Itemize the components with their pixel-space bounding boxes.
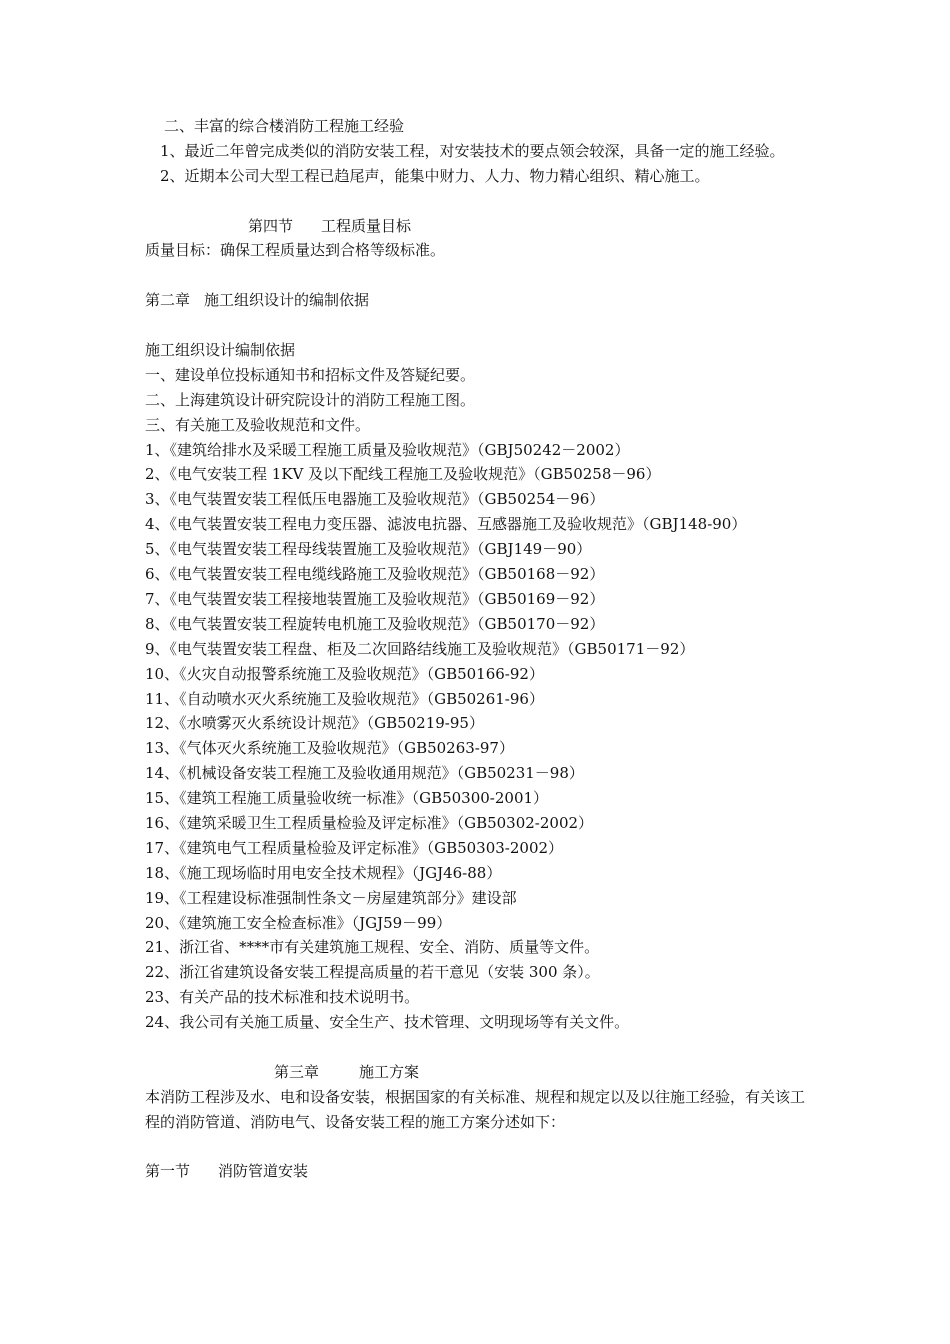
basis-standards-list: [145, 438, 813, 1035]
standard-item: 6、《电气装置安装工程电缆线路施工及验收规范》（GB50168－92）: [145, 565, 605, 584]
chapter2-title: 施工组织设计的编制依据: [204, 291, 370, 310]
standard-item: 4、《电气装置安装工程电力变压器、滤波电抗器、互感器施工及验收规范》（GBJ148-90）: [145, 515, 747, 534]
standard-item: 18、《施工现场临时用电安全技术规程》（JGJ46-88）: [145, 863, 502, 882]
standard-item: 1、《建筑给排水及采暖工程施工质量及验收规范》（GBJ50242－2002）: [145, 440, 630, 459]
basis-general-item: 二、上海建筑设计研究院设计的消防工程施工图。: [145, 390, 476, 409]
standard-item: 2、《电气安装工程 1KV 及以下配线工程施工及验收规范》（GB50258－96）: [145, 465, 661, 484]
experience-heading: 二、丰富的综合楼消防工程施工经验: [164, 117, 405, 135]
chapter3-title: 施工方案: [359, 1062, 420, 1081]
chapter3-label: 第三章: [274, 1062, 320, 1081]
standard-item: 13、《气体灭火系统施工及验收规范》（GB50263-97）: [145, 739, 514, 758]
standard-item: 5、《电气装置安装工程母线装置施工及验收规范》（GBJ149－90）: [145, 540, 592, 559]
standard-item: 11、《自动喷水灭火系统施工及验收规范》（GB50261-96）: [145, 689, 544, 708]
standard-item: 8、《电气装置安装工程旋转电机施工及验收规范》（GB50170－92）: [145, 614, 605, 633]
standard-item: 9、《电气装置安装工程盘、柜及二次回路结线施工及验收规范》（GB50171－92）: [145, 639, 695, 658]
basis-general-item: 三、有关施工及验收规范和文件。: [145, 415, 371, 434]
standard-item: 14、《机械设备安装工程施工及验收通用规范》（GB50231－98）: [145, 764, 584, 783]
basis-general-item: 一、建设单位投标通知书和招标文件及答疑纪要。: [145, 365, 476, 384]
experience-item-1: 1、最近二年曾完成类似的消防安装工程，对安装技术的要点领会较深，具备一定的施工经验。: [160, 141, 785, 160]
standard-item: 22、浙江省建筑设备安装工程提高质量的若干意见（安装 300 条）。: [145, 963, 600, 982]
document-page: [145, 114, 813, 1184]
standard-item: 19、《工程建设标准强制性条文－房屋建筑部分》建设部: [145, 888, 517, 907]
section1-label: 第一节: [145, 1162, 191, 1181]
chapter3-intro: 本消防工程涉及水、电和设备安装，根据国家的有关标准、规程和规定以及以往施工经验，有关该工程的消防管道、消防电气、设备安装工程的施工方案分述如下：: [145, 1087, 806, 1131]
basis-heading: 施工组织设计编制依据: [145, 341, 296, 360]
section4-title: 工程质量目标: [321, 216, 412, 235]
chapter2-heading: [145, 288, 813, 313]
standard-item: 16、《建筑采暖卫生工程质量检验及评定标准》（GB50302-2002）: [145, 813, 594, 832]
standard-item: 3、《电气装置安装工程低压电器施工及验收规范》（GB50254－96）: [145, 490, 605, 509]
section1-title: 消防管道安装: [218, 1162, 309, 1181]
standard-item: 24、我公司有关施工质量、安全生产、技术管理、文明现场等有关文件。: [145, 1013, 630, 1032]
standard-item: 17、《建筑电气工程质量检验及评定标准》（GB50303-2002）: [145, 838, 564, 857]
standard-item: 21、浙江省、****市有关建筑施工规程、安全、消防、质量等文件。: [145, 938, 600, 957]
basis-general-list: [145, 363, 813, 438]
experience-item-2: 2、近期本公司大型工程已趋尾声，能集中财力、人力、物力精心组织、精心施工。: [160, 166, 710, 185]
section4-label: 第四节: [248, 216, 294, 235]
standard-item: 10、《火灾自动报警系统施工及验收规范》（GB50166-92）: [145, 664, 544, 683]
section1-heading: [145, 1159, 813, 1184]
standard-item: 23、有关产品的技术标准和技术说明书。: [145, 988, 420, 1007]
chapter2-label: 第二章: [145, 291, 191, 310]
standard-item: 15、《建筑工程施工质量验收统一标准》（GB50300-2001）: [145, 789, 549, 808]
section4-heading: [145, 214, 813, 239]
standard-item: 20、《建筑施工安全检查标准》（JGJ59－99）: [145, 913, 452, 932]
standard-item: 12、《水喷雾灭火系统设计规范》（GB50219-95）: [145, 714, 484, 733]
standard-item: 7、《电气装置安装工程接地装置施工及验收规范》（GB50169－92）: [145, 589, 605, 608]
chapter3-heading: [145, 1060, 813, 1085]
quality-goal: 质量目标：确保工程质量达到合格等级标准。: [145, 241, 446, 260]
